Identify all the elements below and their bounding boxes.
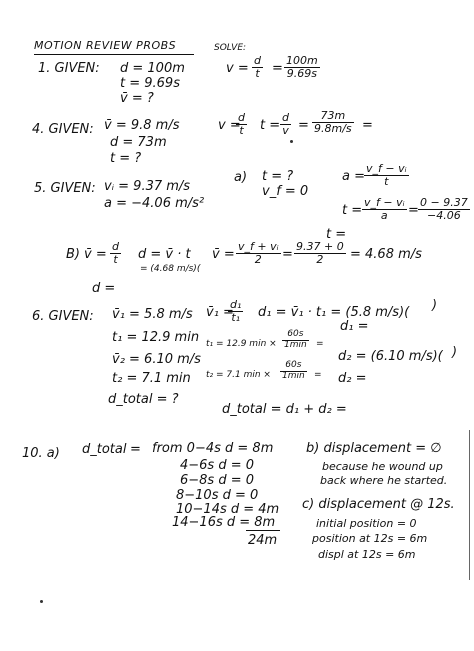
p4-f2-val-num: 73m (312, 110, 354, 123)
scan-speck (40, 600, 43, 603)
p5-part-a: a) (234, 170, 248, 185)
p5-vi: vᵢ = 9.37 m/s (104, 179, 191, 194)
p6-given-label: 6. GIVEN: (32, 309, 94, 324)
p10-row-2: 6−8s d = 0 (180, 473, 255, 488)
p4-f2-lhs: t = (260, 118, 281, 133)
p4-f2-eq: = (298, 118, 309, 133)
p5-t-den: a (380, 209, 388, 223)
p5b-v-val-num: 9.37 + 0 (296, 240, 344, 253)
p10-sum: 24m (248, 533, 278, 548)
p6-conv2-den: 1min (282, 370, 305, 381)
p10-c-line1: c) displacement @ 12s. (302, 497, 455, 512)
p5-t-val-num: 0 − 9.37 (420, 196, 468, 209)
p6-v1: v̄₁ = 5.8 m/s (112, 307, 193, 322)
p5b-v-val-den: 2 (316, 253, 324, 267)
p10-b-line3: back where he started. (320, 474, 448, 487)
p10-row-0: from 0−4s d = 8m (152, 441, 274, 456)
p1-distance: d = 100m (120, 61, 185, 76)
p5-t-lhs: t = (342, 203, 363, 218)
p6-conv2 (280, 361, 307, 382)
p6-d2-blank: d₂ = (338, 371, 367, 386)
p6-d1-paren: ) (432, 298, 438, 313)
p5b-v-values (294, 241, 346, 266)
p5-vf: v_f = 0 (262, 184, 309, 199)
p5b-v-formula (236, 241, 281, 266)
scan-speck (290, 140, 293, 143)
p4-f2-formula (280, 112, 291, 137)
p5b-num: d (112, 240, 119, 253)
p6-conv1-tail: = (316, 339, 324, 349)
p4-f1-formula (236, 112, 247, 137)
p10-b-line1: b) displacement = ∅ (306, 441, 442, 456)
p6-total: d_total = d₁ + d₂ = (222, 402, 347, 417)
p5-a-den: t (384, 175, 389, 189)
p6-d2-paren: ) (452, 345, 458, 360)
p1-sol-val-num: 100m (286, 54, 318, 67)
p10-row-4: 10−14s d = 4m (176, 502, 280, 517)
p4-f2-val-den: 9.8m/s (314, 122, 352, 136)
p10-dtotal: d_total (82, 442, 127, 457)
p4-f2-tail: = (362, 118, 373, 133)
p10-row-1: 4−6s d = 0 (180, 458, 255, 473)
p5-a-formula (364, 163, 409, 188)
p6-d2-eq: d₂ = (6.10 m/s)( (338, 349, 443, 364)
p4-f1-lhs: v = (218, 118, 241, 133)
p5b-v-num: v_f + vᵢ (238, 240, 279, 253)
p10-sum-line (246, 530, 280, 531)
p6-t2: t₂ = 7.1 min (112, 371, 191, 386)
p10-eq: = (130, 442, 141, 457)
p5b-v-lhs: v̄ = (212, 247, 235, 262)
p4-f2-num: d (282, 111, 289, 124)
p5-a-num: v_f − vᵢ (366, 162, 407, 175)
p1-time: t = 9.69s (120, 76, 180, 91)
p6-t1: t₁ = 12.9 min (112, 330, 200, 345)
title-underline (34, 54, 194, 55)
p5-given-label: 5. GIVEN: (34, 181, 96, 196)
p4-f1-num: d (238, 111, 245, 124)
p10-row-3: 8−10s d = 0 (176, 488, 259, 503)
p6-t1-conv: t₁ = 12.9 min × (206, 339, 277, 349)
p5b-v-eq: = (282, 247, 293, 262)
p4-f2-den: v (282, 124, 289, 138)
p1-sol-formula (252, 55, 263, 80)
p6-conv2-num: 60s (280, 361, 307, 372)
p10-c-line4: displ at 12s = 6m (318, 548, 416, 561)
p5b-v-den: 2 (254, 253, 262, 267)
p6-conv1-num: 60s (282, 330, 309, 341)
p6-conv1 (282, 330, 309, 351)
p1-sol-lhs: v = (226, 61, 249, 76)
p5b-formula (110, 241, 121, 266)
p4-time: t = ? (110, 151, 142, 166)
p5-t-values (418, 197, 470, 222)
p5b-lhs: v̄ = (84, 247, 107, 262)
p6-v2: v̄₂ = 6.10 m/s (112, 352, 201, 367)
p6-f-num: d₁ (230, 298, 242, 311)
p6-d1-eq: d₁ = v̄₁ · t₁ = (5.8 m/s)( (258, 305, 410, 320)
p5-a: a = −4.06 m/s² (104, 196, 205, 211)
p5b-d-blank: d = (92, 281, 116, 296)
p4-distance: d = 73m (110, 135, 167, 150)
p5-a-lhs: a = (342, 169, 365, 184)
p1-sol-num: d (254, 54, 261, 67)
p1-sol-values (284, 55, 320, 80)
p5-t-eq: = (408, 203, 419, 218)
solve-label: SOLVE: (214, 43, 247, 53)
p4-velocity: v̄ = 9.8 m/s (104, 118, 180, 133)
p5b-sub: = (4.68 m/s)( (140, 264, 201, 274)
p5-t-val-den: −4.06 (426, 209, 461, 223)
scan-edge-line (469, 430, 470, 580)
p6-dtotal: d_total = ? (108, 392, 179, 407)
p1-sol-eq: = (272, 61, 283, 76)
p5b-v-result: = 4.68 m/s (350, 247, 422, 262)
p5-t-q: t = ? (262, 169, 294, 184)
p5b-den: t (113, 253, 118, 267)
p1-given-label: 1. GIVEN: (38, 61, 100, 76)
p4-f2-values (312, 110, 354, 135)
worksheet-title: MOTION REVIEW PROBS (34, 39, 177, 52)
p6-conv2-tail: = (314, 370, 322, 380)
p6-f-den: t₁ (231, 311, 241, 325)
p1-velocity: v̄ = ? (120, 91, 154, 106)
p4-f1-den: t (239, 124, 244, 138)
p10-label: 10. a) (22, 446, 60, 461)
p5-t-num: v_f − vᵢ (364, 196, 405, 209)
p1-sol-val-den: 9.69s (286, 67, 317, 81)
p6-d1-blank: d₁ = (340, 319, 369, 334)
p5b-d-eq: d = v̄ · t (138, 247, 191, 262)
p6-f-formula (228, 299, 243, 324)
p6-conv1-den: 1min (284, 339, 307, 350)
p10-c-line2: initial position = 0 (316, 517, 417, 530)
p10-c-line3: position at 12s = 6m (312, 532, 428, 545)
p4-given-label: 4. GIVEN: (32, 122, 94, 137)
p5-t-formula (362, 197, 407, 222)
p6-f-lhs: v̄₁ = (206, 305, 234, 320)
p5-t-result: t = (326, 227, 347, 242)
p1-sol-den: t (255, 67, 260, 81)
p10-b-line2: because he wound up (322, 460, 443, 473)
p6-t2-conv: t₂ = 7.1 min × (206, 370, 271, 380)
p10-row-5: 14−16s d = 8m (172, 515, 276, 530)
p5b-label: B) (66, 247, 80, 262)
